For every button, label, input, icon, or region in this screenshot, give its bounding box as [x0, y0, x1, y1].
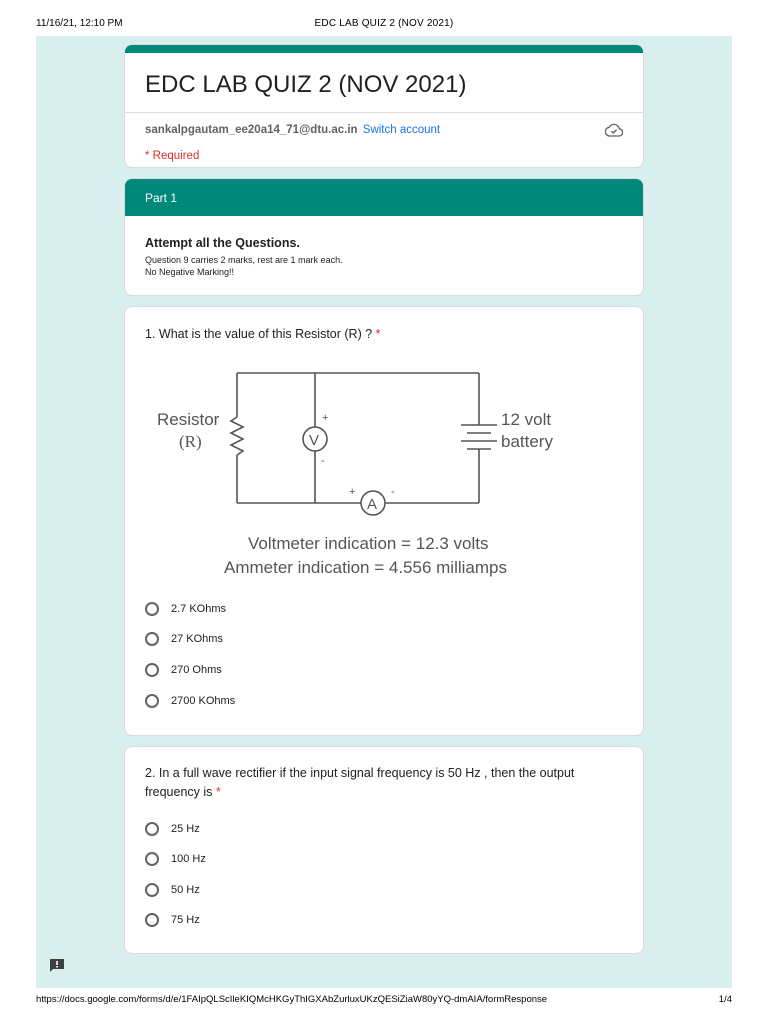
option-label: 270 Ohms [171, 664, 222, 676]
form-header-card [124, 44, 644, 168]
page-number: 1/4 [718, 994, 732, 1005]
form-page [36, 36, 732, 988]
radio-button[interactable] [145, 602, 159, 616]
radio-option[interactable] [145, 599, 226, 619]
radio-button[interactable] [145, 913, 159, 927]
required-note: * Required [145, 150, 200, 162]
feedback-icon[interactable] [48, 957, 66, 975]
radio-button[interactable] [145, 883, 159, 897]
voltmeter-minus: - [321, 455, 325, 467]
voltmeter-plus: + [322, 412, 329, 424]
radio-option[interactable] [145, 910, 200, 930]
question-card-1 [124, 306, 644, 736]
question-title: 2. In a full wave rectifier if the input signal frequency is 50 Hz , then the output frequency is [145, 766, 575, 799]
form-title: EDC LAB QUIZ 2 (NOV 2021) [145, 71, 467, 98]
required-star: * [215, 785, 221, 799]
print-title: EDC LAB QUIZ 2 (NOV 2021) [314, 18, 454, 29]
radio-button[interactable] [145, 663, 159, 677]
option-label: 2.7 KOhms [171, 603, 227, 615]
account-email: sankalpgautam_ee20a14_71@dtu.ac.in [145, 124, 358, 136]
radio-option[interactable] [145, 691, 235, 711]
print-url: https://docs.google.com/forms/d/e/1FAIpQLScIleKIQMcHKGyThIGXAbZurluxUKzQESiZiaW80yYQ-dmAIA/formResponse [36, 994, 548, 1005]
print-datetime: 11/16/21, 12:10 PM [36, 18, 123, 29]
required-star: * [375, 327, 381, 341]
radio-button[interactable] [145, 852, 159, 866]
option-label: 75 Hz [171, 914, 200, 926]
ammeter-minus: - [391, 486, 395, 498]
option-label: 25 Hz [171, 823, 200, 835]
section-description-line: No Negative Marking!! [145, 267, 235, 277]
radio-option[interactable] [145, 849, 206, 869]
section-label: Part 1 [145, 191, 178, 205]
battery-label: battery [501, 432, 553, 451]
divider [125, 112, 643, 113]
radio-option[interactable] [145, 880, 200, 900]
switch-account-link[interactable]: Switch account [362, 124, 441, 136]
question-text [145, 325, 615, 344]
radio-option[interactable] [145, 629, 223, 649]
question-title: 1. What is the value of this Resistor (R) ? [145, 327, 373, 341]
section-title: Attempt all the Questions. [145, 236, 300, 250]
option-label: 27 KOhms [171, 633, 223, 645]
print-header [0, 0, 768, 36]
option-label: 100 Hz [171, 853, 206, 865]
ammeter-reading: Ammeter indication = 4.556 milliamps [224, 558, 507, 577]
resistor-label-symbol: (R) [179, 432, 202, 451]
ammeter-plus: + [349, 486, 356, 498]
ammeter-symbol: A [367, 496, 378, 513]
accent-bar [125, 45, 643, 53]
voltmeter-symbol: V [309, 432, 320, 449]
battery-label: 12 volt [501, 410, 552, 429]
option-label: 2700 KOhms [171, 695, 236, 707]
radio-option[interactable] [145, 819, 200, 839]
question-text [145, 764, 615, 802]
account-line [145, 124, 440, 136]
circuit-diagram [151, 367, 571, 587]
radio-button[interactable] [145, 822, 159, 836]
print-footer [0, 988, 768, 1024]
section-header [125, 179, 643, 216]
option-label: 50 Hz [171, 884, 200, 896]
section-card [124, 178, 644, 296]
section-description-line: Question 9 carries 2 marks, rest are 1 mark each. [145, 255, 343, 265]
cloud-saved-icon [605, 123, 623, 137]
resistor-label: Resistor [157, 410, 220, 429]
voltmeter-reading: Voltmeter indication = 12.3 volts [248, 534, 489, 553]
question-card-2 [124, 746, 644, 954]
radio-button[interactable] [145, 694, 159, 708]
radio-button[interactable] [145, 632, 159, 646]
radio-option[interactable] [145, 660, 222, 680]
